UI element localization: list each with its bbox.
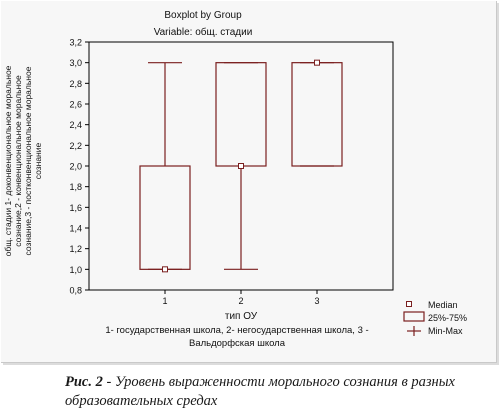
median-marker [315, 60, 320, 65]
median-marker [163, 267, 168, 272]
legend-box-label: 25%-75% [428, 313, 468, 323]
y-tick-label: 2,4 [69, 120, 82, 131]
x-axis-label: тип ОУ [224, 311, 258, 322]
caption-text: - Уровень выраженности морального сознания в разных образовательных средах [65, 374, 455, 409]
chart-subtitle: Variable: общ. стадии [153, 27, 253, 38]
legend-box-swatch [404, 312, 424, 321]
y-tick-label: 2,6 [69, 99, 82, 110]
x-axis-note [105, 325, 368, 349]
y-tick-label: 3,2 [69, 37, 82, 48]
median-marker [239, 164, 244, 169]
y-axis-label [3, 65, 43, 256]
x-axis [162, 290, 319, 306]
y-axis [69, 38, 89, 296]
box-iqr [292, 63, 342, 166]
y-tick-label: 1,8 [69, 182, 82, 193]
legend-whisker-label: Min-Max [428, 326, 463, 336]
x-tick-label: 1 [162, 296, 168, 306]
figure-caption [65, 373, 485, 411]
box-iqr [216, 63, 266, 166]
box-group-2 [216, 63, 266, 270]
y-tick-label: 0,8 [69, 285, 82, 296]
y-axis-label-line: общ. стадии 1- доконвенциональное моральное [3, 65, 13, 257]
caption-lead: Рис. 2 [65, 374, 103, 390]
box-group-3 [292, 60, 342, 166]
y-tick-label: 2,2 [69, 140, 82, 151]
y-axis-label-line: сознание [33, 142, 43, 180]
box-group-1 [140, 63, 190, 272]
y-tick-label: 1,0 [69, 264, 82, 275]
boxes [140, 60, 342, 272]
chart-frame [1, 1, 497, 363]
x-tick-label: 3 [314, 296, 320, 306]
x-tick-label: 2 [238, 296, 244, 306]
x-axis-note-line: Вальдорфская школа [188, 338, 286, 349]
y-axis-label-line: сознание,3 - постконвенциональное моральное [23, 66, 33, 256]
legend [404, 300, 467, 336]
box-iqr [140, 166, 190, 269]
y-tick-label: 1,2 [69, 244, 82, 255]
legend-median-label: Median [428, 300, 458, 310]
y-tick-label: 1,6 [69, 202, 82, 213]
y-tick-label: 2,0 [69, 161, 82, 172]
x-axis-note-line: 1- государственная школа, 2- негосударственная школа, 3 - [105, 325, 369, 336]
y-tick-label: 3,0 [69, 58, 82, 69]
chart-title: Boxplot by Group [164, 10, 242, 21]
y-tick-label: 1,4 [69, 223, 82, 234]
legend-median-swatch [407, 302, 412, 307]
y-axis-label-line: сознание,2 - конвенциональное моральное [13, 75, 23, 247]
y-tick-label: 2,8 [69, 78, 82, 89]
boxplot-chart [1, 1, 496, 362]
